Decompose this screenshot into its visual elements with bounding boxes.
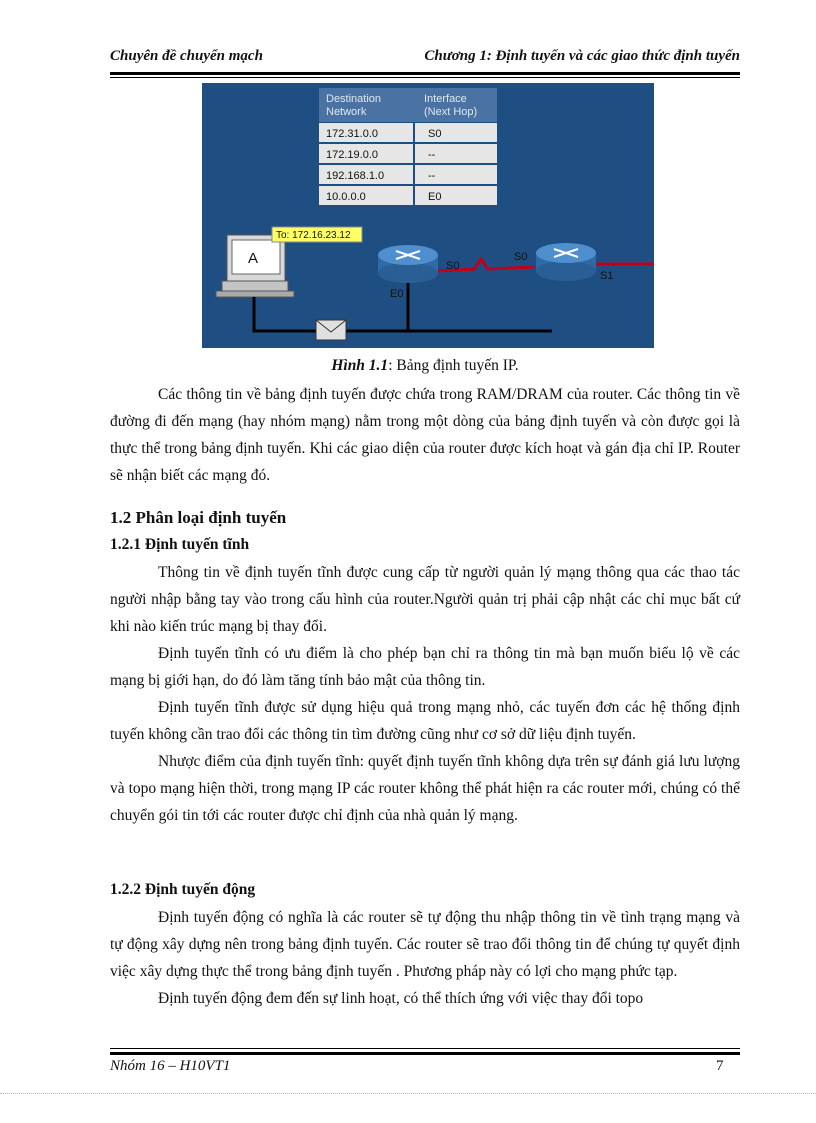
network-diagram — [202, 83, 654, 348]
host-computer-icon — [216, 235, 294, 297]
header-rule-thin — [110, 77, 740, 78]
th-nexthop: (Next Hop) — [424, 106, 478, 118]
router-icon — [536, 243, 596, 281]
paragraph: Nhược điểm của định tuyến tĩnh: quyết định tuyến tĩnh không dựa trên sự đánh giá lưu lượng và topo mạng hiện thời, trong mạng IP các router không thể phát hiện ra các router mới, chúng có thể chuyển gói tin tới các router được chỉ định của nhà quản lý mạng. — [110, 753, 740, 824]
page-header — [110, 48, 740, 72]
paragraph: Thông tin về định tuyến tĩnh được cung cấp từ người quản lý mạng thông qua các thao tác người nhập bằng tay vào trong cấu hình của router.Người quản trị phải cập nhật các chỉ mục bất cứ khi nào kiến trúc mạng bị thay đổi. — [110, 564, 740, 635]
router-icon — [378, 245, 438, 283]
subsection-heading: 1.2.2 Định tuyến động — [110, 881, 256, 898]
figure-background — [202, 83, 654, 348]
row-network: 172.19.0.0 — [326, 149, 378, 161]
figure-caption — [110, 357, 740, 375]
row-iface: -- — [428, 170, 436, 182]
page-edge-dotted — [0, 1093, 816, 1094]
header-rule — [110, 72, 740, 75]
footer-rule-thin — [110, 1048, 740, 1049]
th-network: Network — [326, 106, 367, 118]
caption-label: Hình 1.1 — [331, 357, 389, 374]
paragraph: Định tuyến động đem đến sự linh hoạt, có thể thích ứng với việc thay đổi topo — [158, 990, 644, 1007]
footer-group: Nhóm 16 – H10VT1 — [110, 1058, 231, 1074]
r2-s0-label: S0 — [514, 251, 528, 263]
paragraph: Định tuyến động có nghĩa là các router sẽ tự động thu nhập thông tin về tình trạng mạng và tự động xây dựng nên trong bảng định tuyến. Các router sẽ trao đổi thông tin để chúng tự quyết định việc xây dựng thực thể trong bảng định tuyến . Phương pháp này có lợi cho mạng phức tạp. — [110, 909, 740, 980]
r1-e0-label: E0 — [390, 288, 404, 300]
paragraph: Các thông tin về bảng định tuyến được chứa trong RAM/DRAM của router. Các thông tin về đường đi đến mạng (hay nhóm mạng) nằm trong một dòng của bảng định tuyến và còn được gọi là thực thể trong bảng định tuyến. Khi các giao diện của router được kích hoạt và gán địa chỉ IP. Router sẽ nhận biết các mạng đó. — [110, 386, 740, 484]
th-destination: Destination — [326, 93, 382, 105]
caption-text: : Bảng định tuyến IP. — [388, 357, 519, 374]
host-label: A — [248, 250, 259, 267]
header-left: Chuyên đề chuyển mạch — [110, 48, 263, 64]
paragraph: Định tuyến tĩnh có ưu điểm là cho phép bạn chỉ ra thông tin mà bạn muốn biểu lộ về các mạng bị giới hạn, do đó làm tăng tính bảo mật của thông tin. — [110, 645, 740, 689]
page-number: 7 — [716, 1058, 724, 1074]
row-iface: S0 — [428, 128, 442, 140]
header-right: Chương 1: Định tuyến và các giao thức định tuyến — [424, 48, 740, 64]
static-routing-text — [110, 559, 740, 829]
paragraph: Định tuyến tĩnh được sử dụng hiệu quả trong mạng nhỏ, các tuyến đơn các hệ thống định tuyến không cần trao đổi các thông tin tìm đường cũng như cơ sở dữ liệu định tuyến. — [110, 699, 740, 743]
row-network: 10.0.0.0 — [326, 191, 366, 203]
section-heading: 1.2 Phân loại định tuyến — [110, 508, 287, 527]
subsection-heading: 1.2.1 Định tuyến tĩnh — [110, 536, 250, 553]
row-iface: -- — [428, 149, 436, 161]
row-network: 172.31.0.0 — [326, 128, 378, 140]
dynamic-routing-text — [110, 904, 740, 1012]
footer-rule — [110, 1052, 740, 1055]
row-iface: E0 — [428, 191, 442, 203]
routing-table-figure — [202, 83, 654, 348]
th-interface: Interface — [424, 93, 467, 105]
to-address-label: To: 172.16.23.12 — [276, 230, 351, 241]
row-network: 192.168.1.0 — [326, 170, 385, 182]
r2-s1-label: S1 — [600, 270, 614, 282]
r1-s0-label: S0 — [446, 260, 460, 272]
intro-text — [110, 381, 740, 489]
